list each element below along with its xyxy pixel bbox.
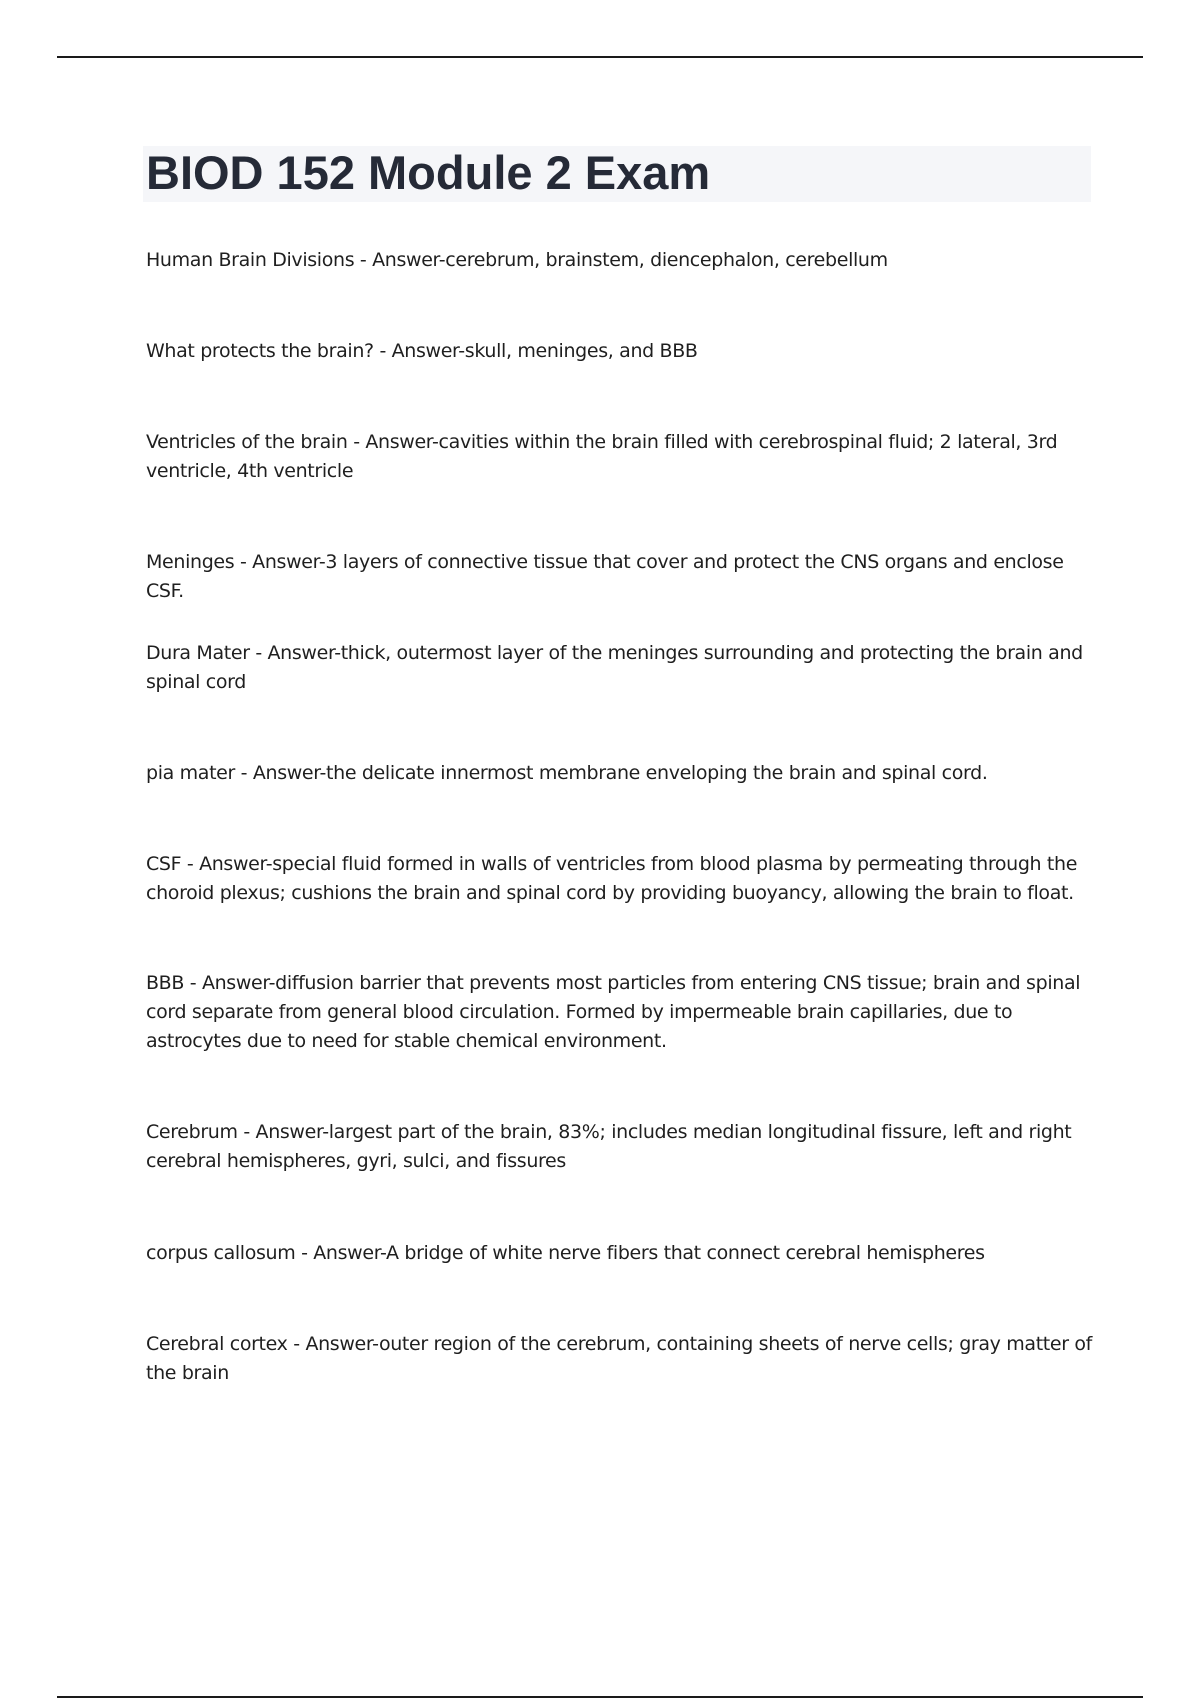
qa-entry-csf: CSF - Answer-special fluid formed in walls of ventricles from blood plasma by permeating through the choroid plexus; cushions the brain and spinal cord by providing buoyancy, allowing the brain to float. xyxy=(146,853,1078,904)
qa-entry-brain-divisions: Human Brain Divisions - Answer-cerebrum, brainstem, diencephalon, cerebellum xyxy=(146,249,888,271)
qa-entry-cerebrum: Cerebrum - Answer-largest part of the brain, 83%; includes median longitudinal fissure, left and right cerebral hemispheres, gyri, sulci, and fissures xyxy=(146,1121,1072,1172)
document-title: BIOD 152 Module 2 Exam xyxy=(146,146,711,199)
qa-entry-bbb: BBB - Answer-diffusion barrier that prevents most particles from entering CNS tissue; brain and spinal cord separate from general blood circulation. Formed by impermeable brain capillaries, due to astrocytes due to need for stable chemical environment. xyxy=(146,972,1081,1052)
qa-entry-meninges: Meninges - Answer-3 layers of connective tissue that cover and protect the CNS organs and enclose CSF. xyxy=(146,551,1064,602)
qa-entry-corpus-callosum: corpus callosum - Answer-A bridge of white nerve fibers that connect cerebral hemispheres xyxy=(146,1242,985,1264)
bottom-rule xyxy=(57,1696,1143,1698)
qa-entry-pia-mater: pia mater - Answer-the delicate innermost membrane enveloping the brain and spinal cord. xyxy=(146,762,988,784)
qa-entry-cerebral-cortex: Cerebral cortex - Answer-outer region of the cerebrum, containing sheets of nerve cells; gray matter of the brain xyxy=(146,1333,1093,1384)
qa-entry-ventricles: Ventricles of the brain - Answer-cavities within the brain filled with cerebrospinal fluid; 2 lateral, 3rd ventricle, 4th ventricle xyxy=(146,431,1058,482)
top-rule xyxy=(57,56,1143,58)
qa-entry-dura-mater: Dura Mater - Answer-thick, outermost layer of the meninges surrounding and protecting the brain and spinal cord xyxy=(146,642,1083,693)
qa-entry-brain-protection: What protects the brain? - Answer-skull, meninges, and BBB xyxy=(146,340,698,362)
